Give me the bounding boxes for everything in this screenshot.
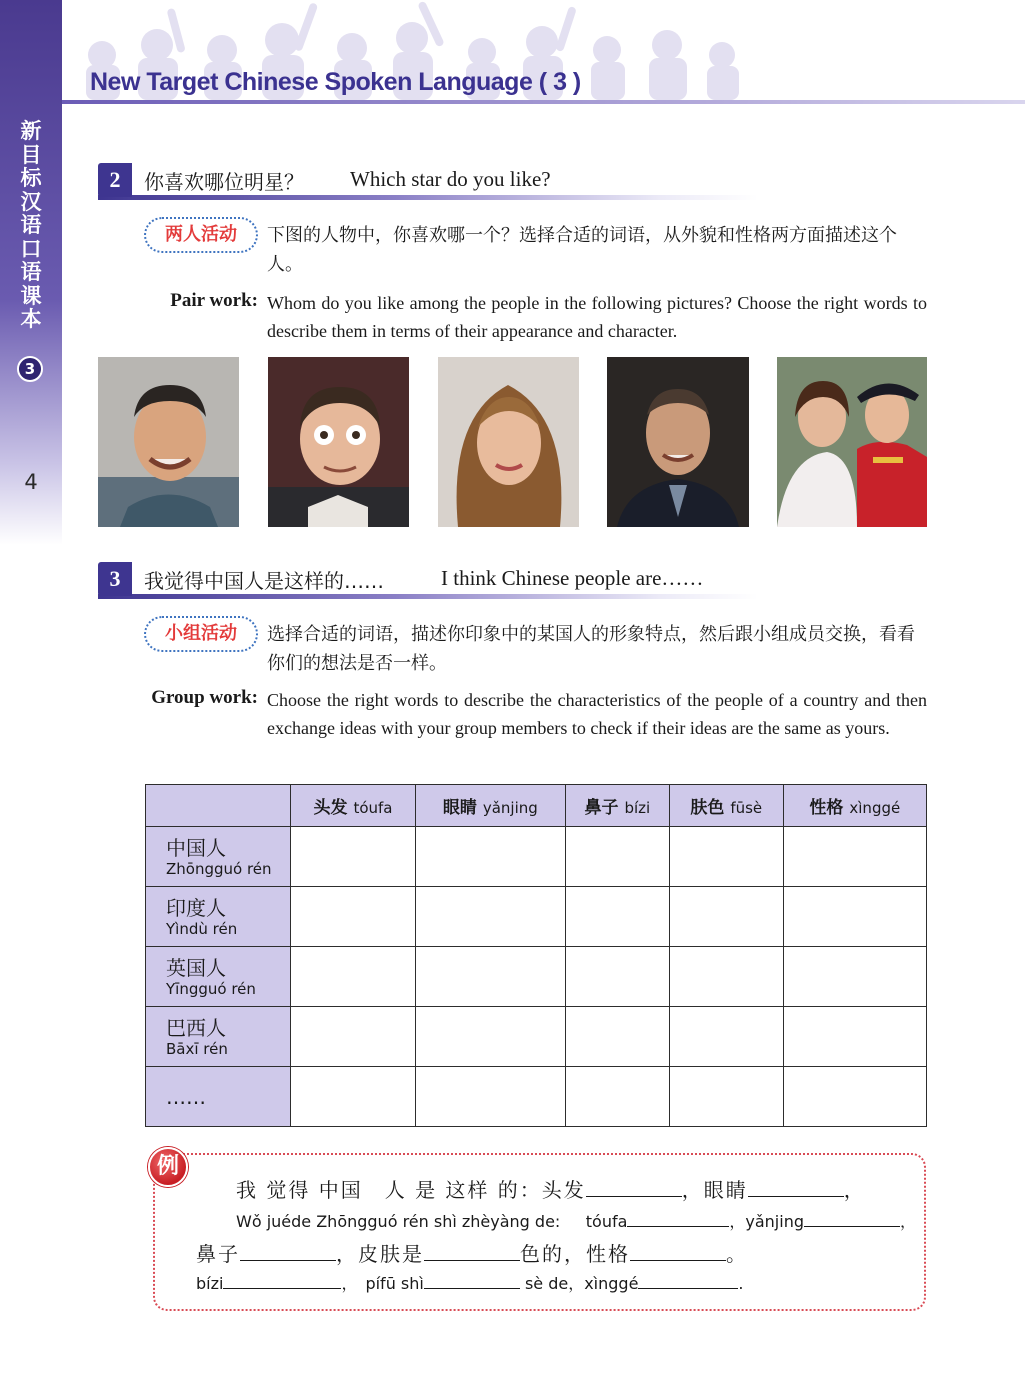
instruction-en: Whom do you like among the people in the following pictures? Choose the right words to describe them in terms of their appearance and character. — [267, 293, 927, 341]
blank-character-pinyin[interactable] — [638, 1288, 738, 1289]
answer-cell[interactable] — [669, 947, 783, 1007]
table-header-row — [146, 785, 927, 827]
answer-cell[interactable] — [783, 1067, 926, 1127]
table-row — [146, 887, 927, 947]
activity-badge: 两人活动 — [144, 217, 258, 253]
example-line-2-pinyin: bízi ， pífū shì sè de，xìnggé . — [196, 1274, 744, 1293]
answer-cell[interactable] — [415, 947, 565, 1007]
answer-cell[interactable] — [669, 1067, 783, 1127]
blank-skin-pinyin[interactable] — [424, 1288, 520, 1289]
column-header: 眼睛 yǎnjing — [415, 785, 565, 827]
answer-cell[interactable] — [291, 1067, 416, 1127]
blank-nose[interactable] — [240, 1260, 336, 1261]
table-row — [146, 827, 927, 887]
answer-cell[interactable] — [565, 1067, 669, 1127]
series-char: 本 — [20, 307, 42, 331]
answer-cell[interactable] — [415, 1007, 565, 1067]
page-number: 4 — [24, 470, 38, 494]
blank-eyes-pinyin[interactable] — [804, 1226, 900, 1227]
instruction-zh: 选择合适的词语，描述你印象中的某国人的形象特点，然后跟小组成员交换，看看你们的想法是否一样。 — [267, 624, 915, 674]
table-corner-cell — [146, 785, 291, 827]
answer-cell[interactable] — [291, 947, 416, 1007]
row-header: 巴西人 Bāxī rén — [146, 1007, 291, 1067]
series-char: 标 — [20, 166, 42, 190]
answer-cell[interactable] — [783, 947, 926, 1007]
activity-badge: 小组活动 — [144, 616, 258, 652]
header-title: New Target Chinese Spoken Language ( 3 ) — [90, 68, 581, 96]
sidebar-band — [0, 0, 62, 545]
series-char: 汉 — [20, 189, 42, 214]
section-number: 3 — [98, 562, 132, 596]
celebrity-photo — [777, 357, 927, 527]
blank-hair-pinyin[interactable] — [627, 1226, 729, 1227]
answer-cell[interactable] — [565, 1007, 669, 1067]
instruction-en: Choose the right words to describe the characteristics of the people of a country and then exchange ideas with your group members to check if their ideas are the same as yours. — [267, 690, 927, 738]
section-number: 2 — [98, 163, 132, 197]
column-header: 性格 xìnggé — [783, 785, 926, 827]
answer-cell[interactable] — [669, 1007, 783, 1067]
celebrity-photo — [438, 357, 579, 527]
series-char: 语 — [20, 213, 42, 237]
row-header: 英国人 Yīngguó rén — [146, 947, 291, 1007]
answer-cell[interactable] — [669, 827, 783, 887]
answer-cell[interactable] — [783, 827, 926, 887]
series-char: 口 — [20, 236, 42, 261]
answer-cell[interactable] — [565, 887, 669, 947]
series-char: 课 — [20, 283, 42, 308]
section-bar — [98, 594, 758, 599]
section-2-header — [98, 163, 758, 197]
example-line-1: 我 觉得 中国 人 是 这样 的：头发 ，眼睛 ， — [236, 1178, 866, 1202]
section-title-en: I think Chinese people are…… — [441, 566, 704, 590]
row-header: 中国人 Zhōngguó rén — [146, 827, 291, 887]
series-char: 新 — [20, 119, 42, 143]
row-header: 印度人 Yìndù rén — [146, 887, 291, 947]
column-header: 头发 tóufa — [291, 785, 416, 827]
celebrity-photo — [607, 357, 749, 527]
example-line-1-pinyin: Wǒ juéde Zhōngguó rén shì zhèyàng de: tóufa ，yǎnjing ， — [236, 1212, 917, 1231]
celebrity-photo — [268, 357, 409, 527]
blank-eyes[interactable] — [748, 1196, 844, 1197]
row-header: …… — [146, 1067, 291, 1127]
section-3-header — [98, 562, 758, 596]
answer-cell[interactable] — [291, 887, 416, 947]
answer-cell[interactable] — [415, 1067, 565, 1127]
section-title-zh: 我觉得中国人是这样的…… — [144, 569, 384, 593]
answer-cell[interactable] — [669, 887, 783, 947]
blank-nose-pinyin[interactable] — [223, 1288, 341, 1289]
section-bar — [98, 195, 758, 200]
table-row — [146, 947, 927, 1007]
column-header: 鼻子 bízi — [565, 785, 669, 827]
answer-cell[interactable] — [291, 1007, 416, 1067]
answer-cell[interactable] — [783, 887, 926, 947]
answer-cell[interactable] — [565, 947, 669, 1007]
example-line-2: 鼻子 ，皮肤是 色的，性格 。 — [196, 1242, 748, 1266]
table-row — [146, 1067, 927, 1127]
instruction-zh: 下图的人物中，你喜欢哪一个？选择合适的词语，从外貌和性格两方面描述这个人。 — [267, 225, 897, 275]
column-header: 肤色 fūsè — [669, 785, 783, 827]
answer-cell[interactable] — [291, 827, 416, 887]
series-char: 语 — [20, 260, 42, 284]
header-divider — [62, 100, 1025, 104]
activity-label-en: Group work: — [151, 687, 258, 708]
section-title-en: Which star do you like? — [350, 167, 551, 191]
table-row — [146, 1007, 927, 1067]
description-table — [145, 784, 927, 1127]
answer-cell[interactable] — [415, 827, 565, 887]
blank-skin[interactable] — [424, 1260, 520, 1261]
answer-cell[interactable] — [415, 887, 565, 947]
blank-hair[interactable] — [586, 1196, 682, 1197]
activity-label-en: Pair work: — [170, 290, 258, 311]
volume-badge: 3 — [17, 356, 43, 382]
celebrity-photo — [98, 357, 239, 527]
section-title-zh: 你喜欢哪位明星？ — [144, 170, 304, 194]
blank-character[interactable] — [630, 1260, 726, 1261]
answer-cell[interactable] — [565, 827, 669, 887]
series-char: 目 — [20, 142, 42, 167]
example-icon: 例 — [148, 1147, 188, 1187]
answer-cell[interactable] — [783, 1007, 926, 1067]
